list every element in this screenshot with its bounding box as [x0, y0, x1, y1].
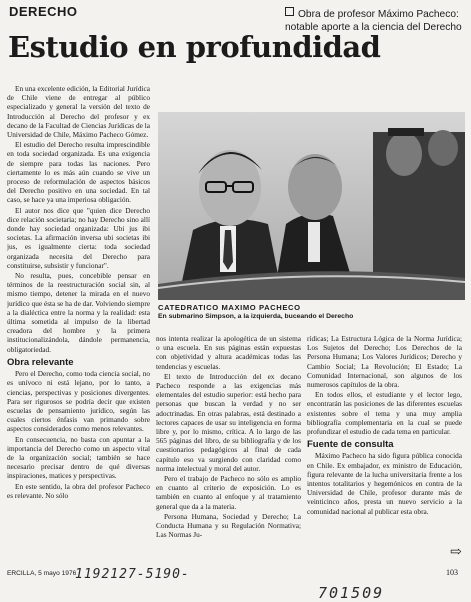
paragraph: En este sentido, la obra del profesor Pacheco es relevante. No sólo [7, 481, 150, 500]
photo [158, 112, 465, 300]
paragraph: El texto de Introducción del ex decano Pacheco responde a las exigencias más elementales del estudio superior: está hecho para personas que buscan la verdad y no ser adoctrinadas. En otras palabras, está destinado a lectores capaces de usar su inteligencia en forma libre y, por lo mismo, crítica. A lo largo de las 565 páginas del libro, de su bibliografía y de los cuestionarios pedagógicos al final de cada capítulo eso va surgiendo con claridad como norma intelectual y moral del autor. [156, 371, 301, 473]
subheading: Obra relevante [7, 356, 74, 368]
photo-illustration [158, 112, 465, 300]
continue-arrow-icon: ⇨ [450, 545, 462, 560]
handwritten-note: 1192127-5190- [75, 567, 190, 582]
paragraph: Máximo Pacheco ha sido figura pública conocida en Chile. Ex embajador, ex ministro de Educación, figura relevante de la lucha universitaria frente a los intentos totalitarios y hegemónicos en contra de la Universidad de Chile, profesor durante más de veinticinco años, presta un nuevo servicio a la comunidad nacional al publicar esta obra. [307, 451, 462, 516]
paragraph: En todos ellos, el estudiante y el lector lego, encontrarán las posiciones de las diferentes escuelas existentes sobre el tema y una muy amplia bibliografía complementaria en la cual se puede profundizar el estudio de cada tema en particular. [307, 390, 462, 437]
paragraph: El autor nos dice que "quien dice Derecho dice relación societaria; no hay Derecho sino allí donde hay sociedad organizada: Ubi jus ibi societas. La afirmación inversa ubi societas ibi jus, es igualmente cierta: toda sociedad organizada necesita del Derecho para constituirse, subsistir y funcionar". [7, 205, 150, 270]
footer-source: ERCILLA, 5 mayo 1976 [7, 570, 77, 577]
deck [285, 7, 467, 34]
article-column-3 [307, 334, 462, 560]
caption-text: En submarino Simpson, a la izquierda, buceando el Derecho [158, 313, 354, 320]
caption-title: CATEDRATICO MAXIMO PACHECO [158, 303, 301, 312]
paragraph: En una excelente edición, la Editorial Jurídica de Chile viene de entregar al público especializado y general la versión del texto de Introducción al Derecho del profesor y ex decano de la Facultad de Ciencias Jurídicas de la Universidad de Chile, Máximo Pacheco Gómez. [7, 84, 150, 140]
article-column-1 [7, 84, 150, 552]
paragraph: Persona Humana, Sociedad y Derecho; La Conducta Humana y su Regulación Normativa; Las Normas Ju- [156, 511, 301, 540]
subheading: Fuente de consulta [307, 439, 394, 451]
paragraph: El estudio del Derecho resulta imprescindible en toda sociedad organizada. Es una exigencia de siempre para todas las naciones. Pero ciertamente lo es más aún cuando se vive un proceso de reformulación de aspectos básicos del Derecho positivo en una sociedad. En tal caso, se hace ya una imperiosa obligación. [7, 140, 150, 205]
page-number: 103 [446, 568, 458, 577]
handwritten-number: 701509 [318, 584, 385, 602]
paragraph: Pero el trabajo de Pacheco no sólo es amplio en cuanto al criterio de exposición. Lo es también en cuanto al enfoque y al tratamiento general que da a la materia. [156, 474, 301, 511]
paragraph: En consecuencia, no basta con apuntar a la importancia del Derecho como un aspecto vital de la organización social; también se hace necesario precisar dentro de qué diversas inspiraciones, matices y perspectivas. [7, 434, 150, 481]
paragraph: nos intenta realizar la apologética de un sistema o una escuela. En sus páginas están expuestas con objetividad y altura académicas todas las tendencias y escuelas. [156, 334, 301, 371]
paragraph: Pero el Derecho, como toda ciencia social, no es unívoco ni está lejano, por lo tanto, a ciencias, perspectivas y posiciones divergentes. Para ser rigurosos se podría decir que existen escuelas de pensamiento jurídico, según las cuales ciertos énfasis van primando sobre aspectos considerados como menos relevantes. [7, 369, 150, 434]
checkbox-square-icon [285, 7, 294, 16]
paragraph: rídicas; La Estructura Lógica de la Norma Jurídica; Los Sujetos del Derecho; Los Derechos de la Persona Humana; Los Valores Jurídicos; Derecho y Cambio Social; La Revolución; El Estado; La Comunidad Internacional, son algunos de los numerosos capítulos de la obra. [307, 334, 462, 390]
photo-caption [158, 303, 468, 320]
headline: Estudio en profundidad [8, 30, 381, 64]
paragraph: No resulta, pues, concebible pensar en términos de la reestructuración social sin, al mismo tiempo, detener la mirada en el nuevo jurídico que ésta se ha de dar. Volviendo siempre a la dialéctica entre la norma y la realidad: esta última sometida al impulso de la libertad creadora del hombre y la primera institucionalizándola, dándole permanencia, obligatoriedad. [7, 271, 150, 354]
article-column-2 [156, 334, 301, 560]
section-label: DERECHO [9, 4, 78, 19]
deck-text: Obra de profesor Máximo Pacheco: notable aporte a la ciencia del Derecho [285, 9, 462, 33]
